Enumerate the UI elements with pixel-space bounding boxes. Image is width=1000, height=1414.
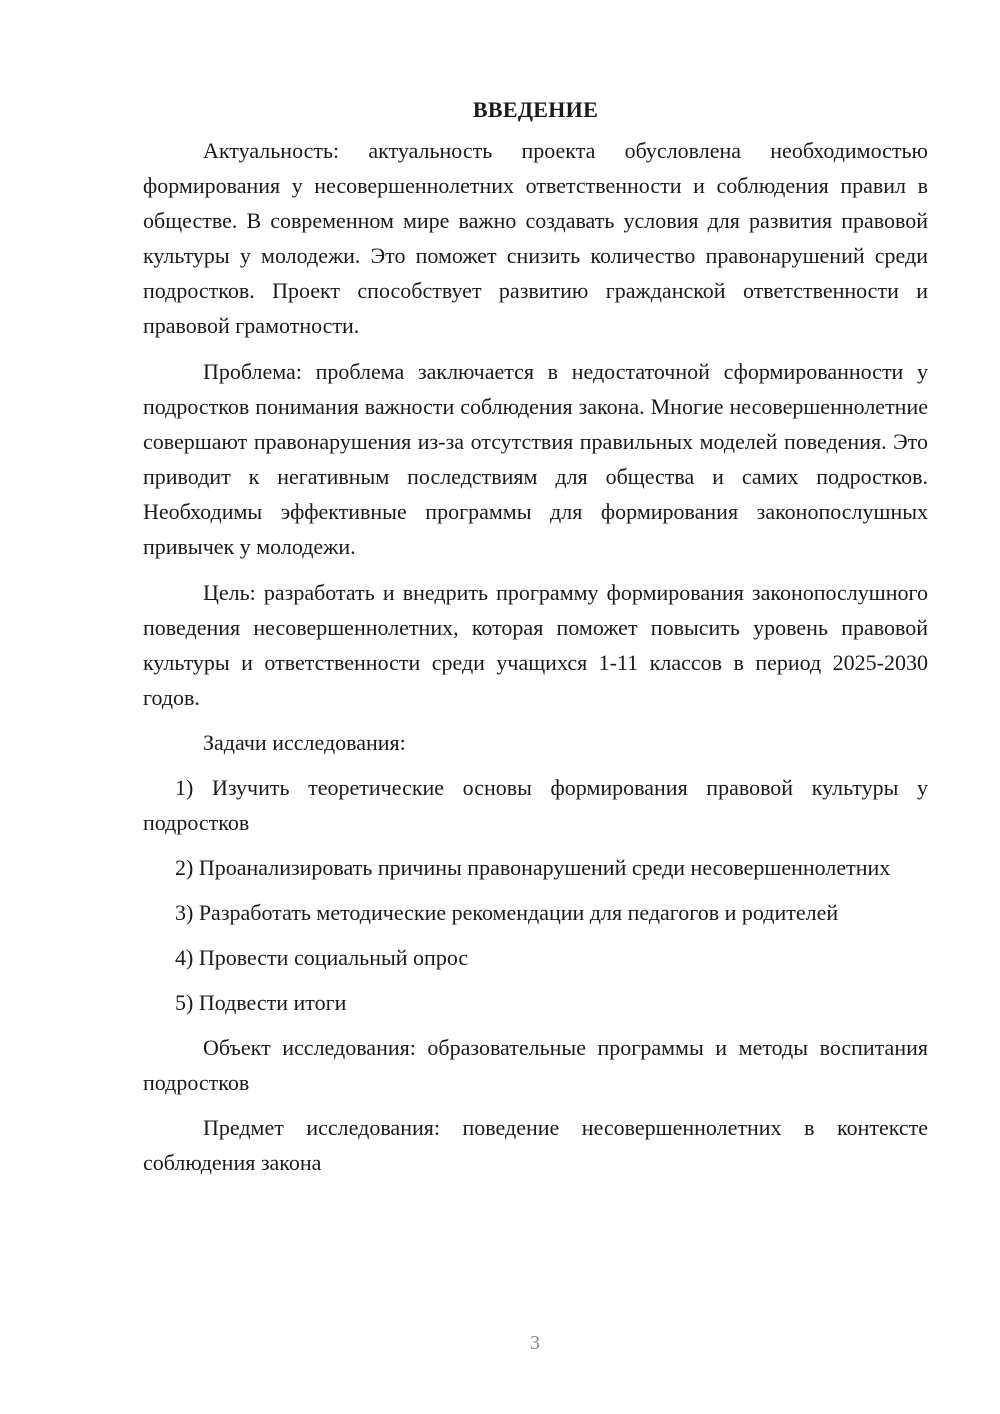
list-item: 5) Подвести итоги: [175, 990, 347, 1015]
subject-paragraph: Предмет исследования: поведение несовершеннолетних в контексте соблюдения закона: [143, 1115, 928, 1175]
list-item: 3) Разработать методические рекомендации для педагогов и родителей: [175, 900, 839, 925]
page-number: 3: [530, 1332, 540, 1354]
problem-paragraph: Проблема: проблема заключается в недостаточной сформированности у подростков понимания важности соблюдения закона. Многие несовершеннолетние совершают правонарушения из-за отсутствия правильных моделей поведения. Это приводит к негативным последствиям для общества и самих подростков. Необходимы эффективные программы для формирования законопослушных привычек у молодежи.: [143, 359, 928, 559]
list-item: 1) Изучить теоретические основы формирования правовой культуры у подростков: [143, 775, 928, 835]
tasks-list: [143, 770, 928, 1020]
relevance-paragraph: Актуальность: актуальность проекта обусловлена необходимостью формирования у несовершеннолетних ответственности и соблюдения правил в обществе. В современном мире важно создавать условия для развития правовой культуры у молодежи. Это поможет снизить количество правонарушений среди подростков. Проект способствует развитию гражданской ответственности и правовой грамотности.: [143, 138, 928, 338]
page-content: [143, 92, 928, 1180]
list-item: 4) Провести социальный опрос: [175, 945, 469, 970]
list-item: 2) Проанализировать причины правонарушений среди несовершеннолетних: [175, 855, 891, 880]
tasks-heading: Задачи исследования:: [203, 730, 406, 755]
page-title: ВВЕДЕНИЕ: [472, 97, 599, 122]
goal-paragraph: Цель: разработать и внедрить программу формирования законопослушного поведения несовершеннолетних, которая поможет повысить уровень правовой культуры и ответственности среди учащихся 1-11 классов в период 2025-2030 годов.: [143, 580, 928, 710]
object-paragraph: Объект исследования: образовательные программы и методы воспитания подростков: [143, 1035, 928, 1095]
